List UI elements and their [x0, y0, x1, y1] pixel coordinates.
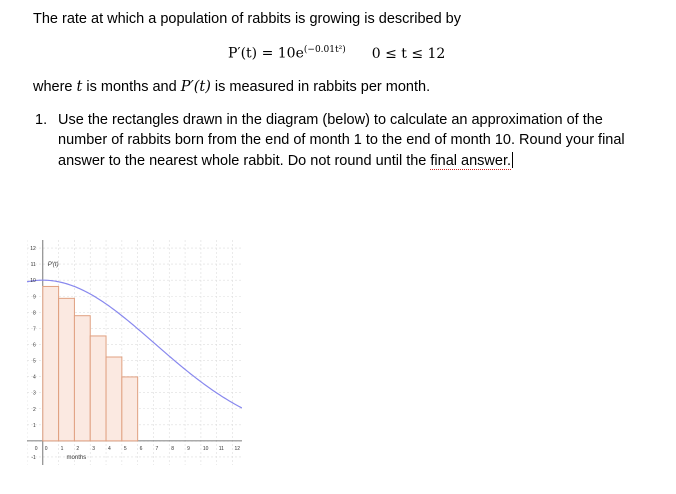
y-tick-label: 10 [30, 278, 36, 285]
y-tick-label: 12 [30, 246, 36, 253]
x-tick-label: 1 [60, 445, 64, 452]
question-number: 1. [35, 112, 48, 128]
where-text-1: where [33, 79, 77, 95]
x-tick-label: 0 [44, 445, 48, 452]
y-tick-label: 9 [33, 294, 36, 301]
y-tick-label: -1 [31, 454, 36, 461]
spellcheck-underline: final answer. [430, 153, 512, 169]
y-tick-label: 11 [30, 262, 36, 269]
riemann-rectangle [59, 298, 75, 441]
question-line-3[interactable] [58, 152, 513, 169]
riemann-rectangle [90, 336, 106, 441]
y-tick-label: 0 [34, 445, 38, 452]
riemann-rectangle [43, 286, 59, 440]
domain-range: 0 ≤ t ≤ 12 [371, 45, 446, 62]
intro-text: The rate at which a population of rabbits is growing is described by [33, 11, 461, 27]
x-tick-label: 6 [139, 445, 143, 452]
x-axis-label: months [66, 454, 87, 461]
growth-equation [228, 45, 445, 62]
x-tick-label: 5 [123, 445, 127, 452]
where-t: t [76, 79, 83, 95]
riemann-rectangle [122, 377, 138, 441]
y-tick-label: 4 [33, 374, 36, 381]
y-tick-label: 1 [33, 422, 36, 429]
y-tick-label: 7 [33, 326, 36, 333]
riemann-chart [27, 240, 242, 465]
y-tick-label: 3 [33, 390, 36, 397]
equation-lhs: P′(t) = 10e [228, 45, 304, 62]
riemann-rectangle [74, 316, 90, 441]
x-tick-label: 8 [171, 445, 175, 452]
variable-definition [33, 79, 430, 95]
question-line-3-text: answer to the nearest whole rabbit. Do not round until the [58, 153, 431, 169]
text-cursor [512, 152, 513, 168]
question-line-1: Use the rectangles drawn in the diagram (below) to calculate an approximation of the [58, 112, 603, 128]
y-tick-label: 8 [33, 310, 36, 317]
riemann-rectangle [106, 357, 122, 441]
x-tick-label: 3 [92, 445, 96, 452]
where-text-3: is measured in rabbits per month. [210, 79, 431, 95]
equation-exponent: (−0.01t²) [303, 45, 346, 55]
question-line-2: number of rabbits born from the end of month 1 to the end of month 10. Round your final [58, 132, 625, 148]
y-tick-label: 6 [33, 342, 36, 349]
x-tick-label: 10 [202, 445, 209, 452]
x-tick-label: 11 [218, 445, 224, 452]
x-tick-label: 7 [155, 445, 159, 452]
curve-label: P′(t) [47, 262, 59, 269]
x-tick-label: 4 [108, 445, 111, 452]
where-text-2: is months and [82, 79, 181, 95]
where-p: P′(t) [180, 79, 211, 95]
x-tick-label: 12 [234, 445, 241, 452]
y-tick-label: 5 [33, 358, 36, 365]
x-tick-label: 9 [187, 445, 190, 452]
y-tick-label: 2 [33, 406, 36, 413]
x-tick-label: 2 [76, 445, 80, 452]
